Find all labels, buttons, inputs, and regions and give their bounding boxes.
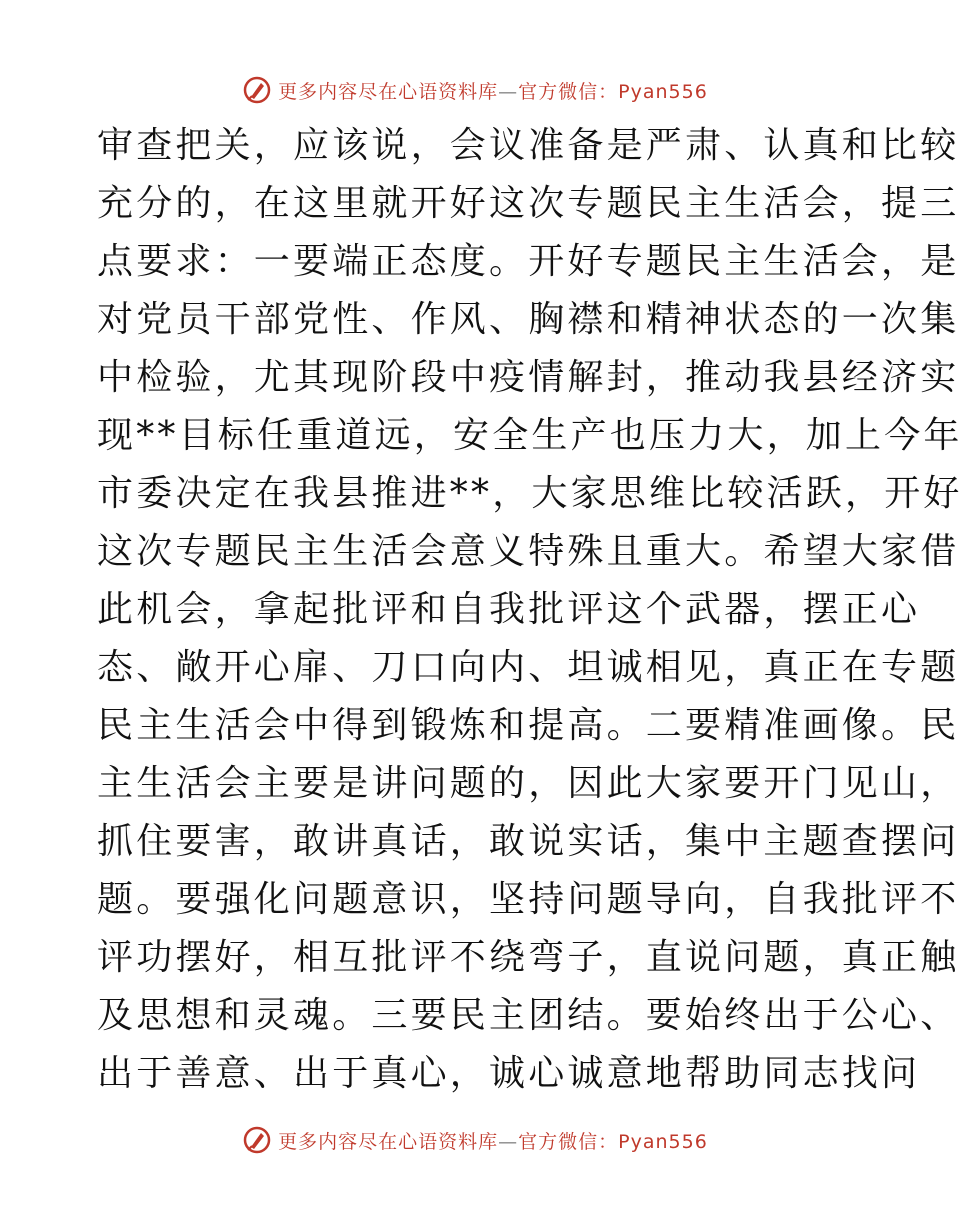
text-line: 及思想和灵魂。三要民主团结。要始终出于公心、 (97, 995, 960, 1036)
text-line: 现**目标任重道远，安全生产也压力大，加上今年 (97, 415, 963, 456)
text-line: 态、敞开心扉、刀口向内、坦诚相见，真正在专题 (97, 647, 960, 688)
footer-banner-title: 更多内容尽在心语资料库 (278, 1130, 499, 1153)
footer-banner-contact: 官方微信：Pyan556 (518, 1130, 708, 1153)
text-line: 此机会，拿起批评和自我批评这个武器，摆正心 (97, 589, 921, 630)
text-line: 中检验，尤其现阶段中疫情解封，推动我县经济实 (97, 357, 960, 398)
text-line: 充分的，在这里就开好这次专题民主生活会，提三 (97, 183, 960, 224)
footer-banner-separator: — (498, 1130, 519, 1153)
text-line: 主生活会主要是讲问题的，因此大家要开门见山， (97, 763, 960, 804)
footer-banner (0, 1120, 950, 1160)
text-line: 评功摆好，相互批评不绕弯子，直说问题，真正触 (97, 937, 960, 978)
header-banner-separator: — (498, 80, 519, 103)
text-line: 题。要强化问题意识，坚持问题导向，自我批评不 (97, 879, 960, 920)
text-line: 对党员干部党性、作风、胸襟和精神状态的一次集 (97, 299, 960, 340)
pen-nib-logo-icon (242, 1125, 272, 1155)
text-line: 民主生活会中得到锻炼和提高。二要精准画像。民 (97, 705, 960, 746)
header-banner-text (278, 77, 708, 104)
text-line: 点要求：一要端正态度。开好专题民主生活会，是 (97, 241, 960, 282)
text-line: 审查把关，应该说，会议准备是严肃、认真和比较 (97, 125, 960, 166)
text-line: 抓住要害，敢讲真话，敢说实话，集中主题查摆问 (97, 821, 960, 862)
document-body (97, 117, 963, 1103)
header-banner-title: 更多内容尽在心语资料库 (278, 80, 499, 103)
text-line: 市委决定在我县推进**，大家思维比较活跃，开好 (97, 473, 963, 514)
header-banner-contact: 官方微信：Pyan556 (518, 80, 708, 103)
text-line: 这次专题民主生活会意义特殊且重大。希望大家借 (97, 531, 960, 572)
pen-nib-logo-icon (242, 75, 272, 105)
text-line: 出于善意、出于真心，诚心诚意地帮助同志找问 (97, 1053, 921, 1094)
header-banner (0, 70, 950, 110)
footer-banner-text (278, 1127, 708, 1154)
